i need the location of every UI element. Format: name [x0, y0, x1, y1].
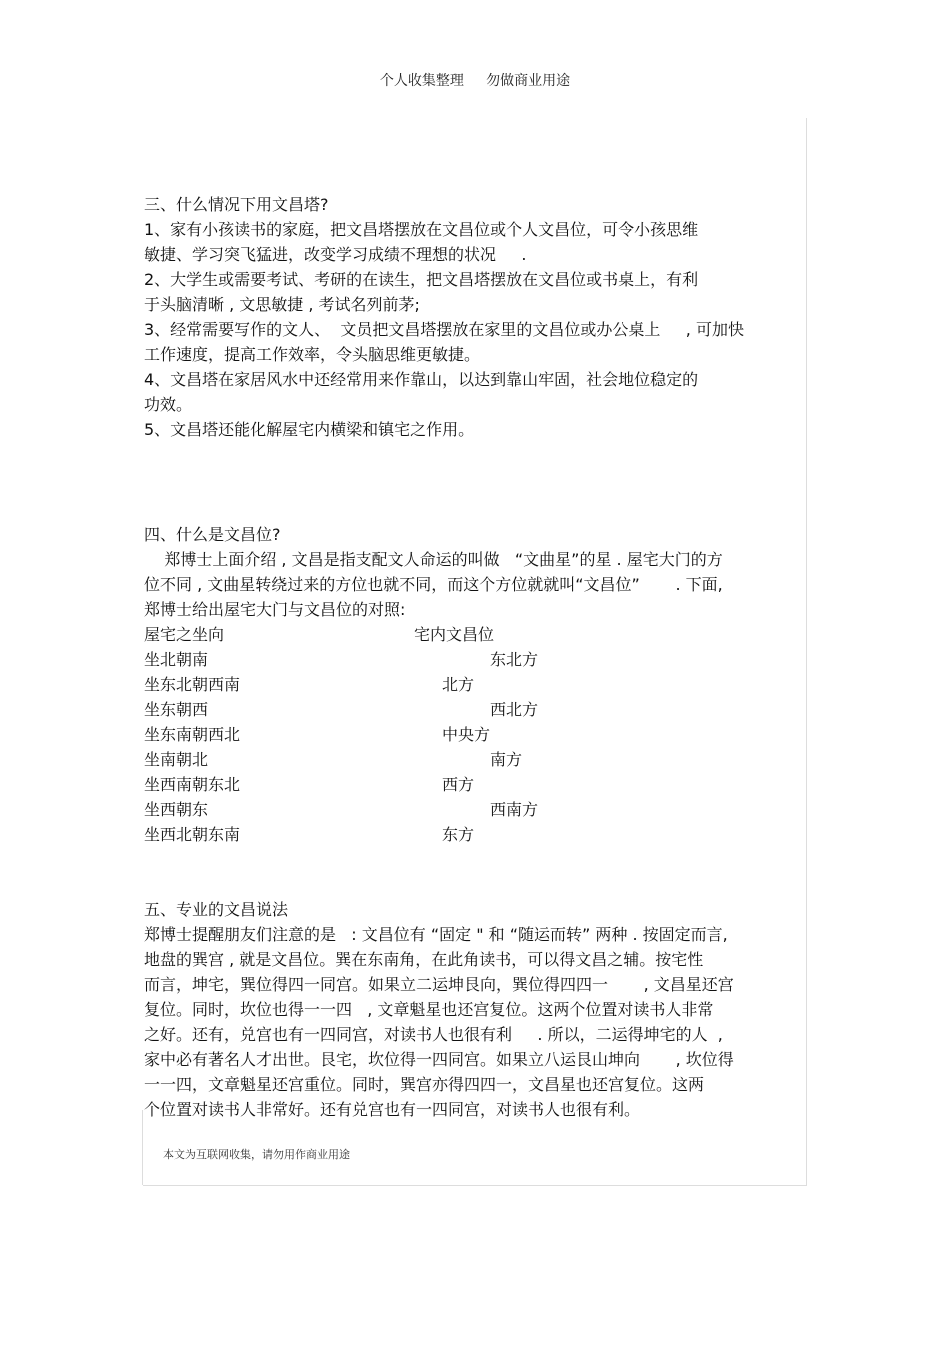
- header-orientation: 屋宅之坐向: [144, 625, 225, 644]
- paragraph-line: 而言，坤宅，巽位得四一同宫。如果立二运坤艮向，巽位得四四一 , 文昌星还宫: [144, 975, 734, 994]
- table-row: [144, 647, 808, 672]
- paragraph-line: 敏捷、学习突飞猛进，改变学习成绩不理想的状况 .: [144, 245, 527, 264]
- orientation-cell: 坐东北朝西南: [144, 675, 241, 694]
- paragraph-line: 3、经常需要写作的文人、 文员把文昌塔摆放在家里的文昌位或办公桌上 , 可加快: [144, 320, 744, 339]
- section-4-title: 四、什么是文昌位?: [144, 525, 281, 544]
- section-3-title: 三、什么情况下用文昌塔?: [144, 195, 329, 214]
- paragraph-line: 位不同 , 文曲星转绕过来的方位也就不同，而这个方位就就叫“文昌位” . 下面,: [144, 575, 723, 594]
- table-row: [144, 722, 808, 747]
- paragraph-line: 地盘的巽宫 , 就是文昌位。巽在东南角，在此角读书，可以得文昌之辅。按宅性: [144, 950, 704, 969]
- paragraph-line: 功效。: [144, 395, 193, 414]
- wenchang-cell: 西南方: [490, 800, 539, 819]
- paragraph-line: 于头脑清晰 , 文思敏捷 , 考试名列前茅;: [144, 295, 420, 314]
- orientation-cell: 坐东南朝西北: [144, 725, 241, 744]
- table-row: [144, 697, 808, 722]
- paragraph-line: 郑博士提醒朋友们注意的是 : 文昌位有 “固定 " 和 “随运而转” 两种 . 按固定而言,: [144, 925, 728, 944]
- wenchang-cell: 东北方: [490, 650, 539, 669]
- header-wenchang: 宅内文昌位: [414, 625, 495, 644]
- table-row: [144, 822, 808, 847]
- wenchang-cell: 南方: [490, 750, 523, 769]
- wenchang-cell: 西方: [442, 775, 475, 794]
- orientation-cell: 坐北朝南: [144, 650, 209, 669]
- document-body: [144, 192, 808, 1122]
- orientation-cell: 坐南朝北: [144, 750, 209, 769]
- direction-table-header: [144, 622, 808, 647]
- paragraph-line: 之好。还有，兑宫也有一四同宫，对读书人也很有利 . 所以，二运得坤宅的人 ,: [144, 1025, 723, 1044]
- section-5-title: 五、专业的文昌说法: [144, 900, 289, 919]
- paragraph-line: 4、文昌塔在家居风水中还经常用来作靠山，以达到靠山牢固，社会地位稳定的: [144, 370, 699, 389]
- orientation-cell: 坐西朝东: [144, 800, 209, 819]
- orientation-cell: 坐东朝西: [144, 700, 209, 719]
- paragraph-line: 复位。同时，坎位也得一一四 , 文章魁星也还宫复位。这两个位置对读书人非常: [144, 1000, 714, 1019]
- footer-note: 本文为互联网收集，请勿用作商业用途: [163, 1148, 350, 1161]
- paragraph-line: 1、家有小孩读书的家庭，把文昌塔摆放在文昌位或个人文昌位，可令小孩思维: [144, 220, 699, 239]
- paragraph-line: 郑博士给出屋宅大门与文昌位的对照:: [144, 600, 406, 619]
- table-row: [144, 747, 808, 772]
- orientation-cell: 坐西南朝东北: [144, 775, 241, 794]
- page-header: 个人收集整理 勿做商业用途: [379, 73, 571, 89]
- table-row: [144, 672, 808, 697]
- orientation-cell: 坐西北朝东南: [144, 825, 241, 844]
- paragraph-line: 一一四，文章魁星还宫重位。同时，巽宫亦得四四一，文昌星也还宫复位。这两: [144, 1075, 705, 1094]
- wenchang-cell: 北方: [442, 675, 475, 694]
- paragraph-line: 2、大学生或需要考试、考研的在读生，把文昌塔摆放在文昌位或书桌上，有利: [144, 270, 699, 289]
- table-row: [144, 772, 808, 797]
- table-row: [144, 797, 808, 822]
- paragraph-line: 郑博士上面介绍 , 文昌是指支配文人命运的叫做 “文曲星”的星 . 屋宅大门的方: [144, 550, 723, 569]
- paragraph-line: 家中必有著名人才出世。艮宅，坎位得一四同宫。如果立八运艮山坤向 , 坎位得: [144, 1050, 734, 1069]
- paragraph-line: 个位置对读书人非常好。还有兑宫也有一四同宫，对读书人也很有利。: [144, 1100, 641, 1119]
- paragraph-line: 5、文昌塔还能化解屋宅内横梁和镇宅之作用。: [144, 420, 475, 439]
- wenchang-cell: 中央方: [442, 725, 491, 744]
- wenchang-cell: 西北方: [490, 700, 539, 719]
- paragraph-line: 工作速度，提高工作效率，令头脑思维更敏捷。: [144, 345, 481, 364]
- page-frame-left: [142, 1110, 143, 1185]
- wenchang-cell: 东方: [442, 825, 475, 844]
